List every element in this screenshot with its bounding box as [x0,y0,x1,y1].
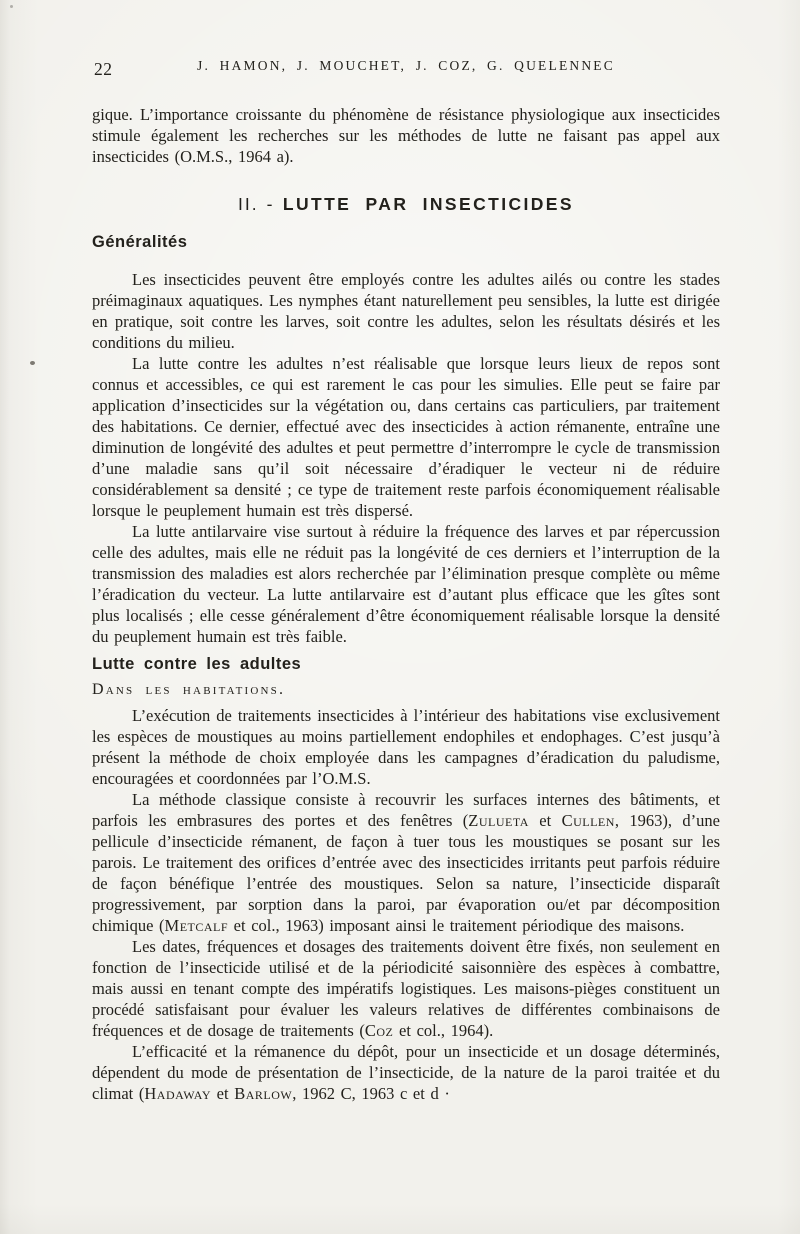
paragraph-efficacite-remanence: L’efficacité et la rémanence du dépôt, pour un insecticide et un dosage déterminés, dépendent du mode de présentation de l’insecticide, de la nature de la paroi traitée et du climat (Hadaway et Barlow, 1962 C, 1963 c et d · [92,1042,720,1103]
paragraph-lutte-adultes-repos: La lutte contre les adultes n’est réalisable que lorsque leurs lieux de repos sont connus et accessibles, ce qui est rarement le cas pour les simulies. Elle peut se faire par application d’insecticides sur la végétation ou, dans certains cas particuliers, par traitement des habitations. Ce dernier, effectué avec des insecticides à action rémanente, entraîne une diminution de longévité des adultes et peut permettre d’interrompre le cycle de transmission d’une maladie sans qu’il soit nécessaire d’éradiquer le vecteur ni de réduire considérablement sa densité ; ce type de traitement reste parfois économiquement réalisable lorsque le peuplement humain est très dispersé. [92,354,720,520]
section-heading [92,193,720,215]
paragraph-continuation: gique. L’importance croissante du phénomène de résistance physiologique aux insecticides stimule également les recherches sur les méthodes de lutte ne faisant pas appel aux insecticides (O.M.S., 1964 a). [92,105,720,166]
page-number: 22 [94,59,113,79]
heading-generalites: Généralités [92,233,188,251]
section-title: LUTTE PAR INSECTICIDES [282,194,574,214]
section-number: II. [238,194,259,214]
paragraph-execution-traitements: L’exécution de traitements insecticides à l’intérieur des habitations vise exclusivement les espèces de moustiques au moins partiellement endophiles et endophages. C’est jusqu’à présent la méthode de choix employée dans les campagnes d’éradication du paludisme, encouragées et coordonnées par l’O.M.S. [92,706,720,788]
paragraph-methode-classique: La méthode classique consiste à recouvrir les surfaces internes des bâtiments, et parfois les embrasures des portes et des fenêtres (Zulueta et Cullen, 1963), d’une pellicule d’insecticide rémanent, de façon à tuer tous les moustiques se posant sur les parois. Le traitement des orifices d’entrée avec des insecticides irritants peut parfois réduire de façon bénéfique l’entrée des moustiques. Selon sa nature, l’insecticide disparaît progressivement, par sorption dans la paroi, par évaporation ou/et par décomposition chimique (Metcalf et col., 1963) imposant ainsi le traitement périodique des maisons. [92,790,720,935]
running-head-authors: J. HAMON, J. MOUCHET, J. COZ, G. QUELENNEC [197,58,615,73]
paragraph-generalites: Les insecticides peuvent être employés contre les adultes ailés ou contre les stades préimaginaux aquatiques. Les nymphes étant naturellement peu sensibles, la lutte est dirigée en pratique, soit contre les larves, soit contre les adultes, selon les résultats désirés et les conditions du milieu. [92,270,720,352]
heading-lutte-contre-les-adultes: Lutte contre les adultes [92,655,302,673]
scan-speck [30,361,35,365]
paragraph-dates-frequences-dosages: Les dates, fréquences et dosages des traitements doivent être fixés, non seulement en fonction de l’insecticide utilisé et de la périodicité saisonnière des espèces à combattre, mais aussi en tenant compte des impératifs logistiques. Les maisons-pièges constituent un procédé satisfaisant pour évaluer les valeurs relatives de différentes combinaisons de fréquences et de dosage de traitements (Coz et col., 1964). [92,937,720,1040]
text-block [92,58,720,1104]
section-dash: - [266,194,275,214]
scan-speck [10,5,13,8]
running-header [92,58,720,80]
paragraph-lutte-antilarvaire: La lutte antilarvaire vise surtout à réduire la fréquence des larves et par répercussion celle des adultes, mais elle ne réduit pas la longévité de ces derniers et l’interruption de la transmission des maladies est alors recherchée par l’élimination presque complète ou même l’éradication du vecteur. La lutte antilarvaire est d’autant plus efficace que les gîtes sont plus localisés ; elle cesse généralement d’être économiquement réalisable lorsque la densité du peuplement humain est très faible. [92,522,720,646]
heading-dans-les-habitations: Dans les habitations. [92,681,286,698]
